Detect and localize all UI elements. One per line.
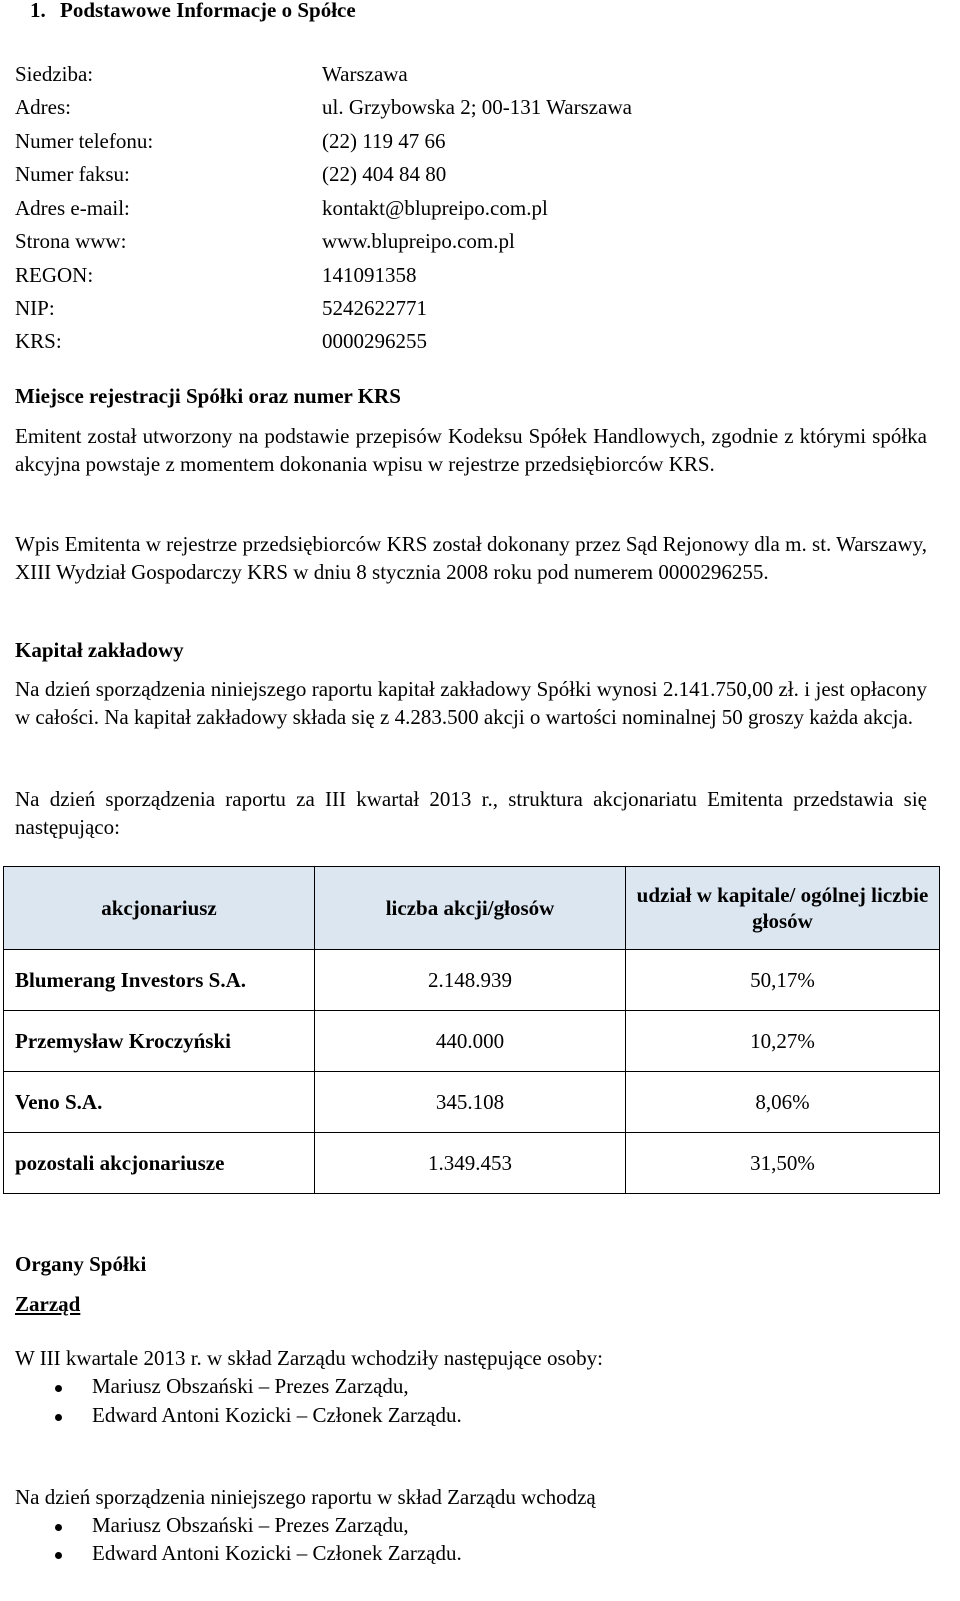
- info-value-www: www.blupreipo.com.pl: [322, 229, 515, 253]
- organs-heading: Organy Spółki: [15, 1252, 147, 1276]
- shareholder-name: Przemysław Kroczyński: [4, 1011, 315, 1072]
- shareholders-table: [3, 866, 940, 1194]
- info-value-krs: 0000296255: [322, 329, 427, 353]
- info-label-krs: KRS:: [15, 329, 62, 353]
- registration-paragraph-2: Wpis Emitenta w rejestrze przedsiębiorców KRS został dokonany przez Sąd Rejonowy dla m. st. Warszawy, XIII Wydział Gospodarczy KRS w dniu 8 stycznia 2008 roku pod numerem 0000296255.: [15, 532, 927, 584]
- shareholder-shares: 2.148.939: [315, 950, 626, 1011]
- capital-paragraph-1: Na dzień sporządzenia niniejszego raportu kapitał zakładowy Spółki wynosi 2.141.750,00 zł. i jest opłacony w całości. Na kapitał zakładowy składa się z 4.283.500 akcji o wartości nominalnej 50 groszy każda akcja.: [15, 677, 927, 729]
- info-value-fax: (22) 404 84 80: [322, 162, 447, 186]
- shareholder-shares: 1.349.453: [315, 1133, 626, 1194]
- shareholder-pct: 10,27%: [626, 1011, 940, 1072]
- info-value-email: kontakt@blupreipo.com.pl: [322, 196, 548, 220]
- info-value-phone: (22) 119 47 66: [322, 129, 446, 153]
- header-share-pct: udział w kapitale/ ogólnej liczbie głosów: [626, 867, 940, 950]
- shareholder-pct: 8,06%: [626, 1072, 940, 1133]
- bullet-icon: [55, 1524, 62, 1531]
- header-shares: liczba akcji/głosów: [315, 867, 626, 950]
- info-label-seat: Siedziba:: [15, 62, 94, 86]
- registration-paragraph-1: Emitent został utworzony na podstawie przepisów Kodeksu Spółek Handlowych, zgodnie z którymi spółka akcyjna powstaje z momentem dokonania wpisu w rejestrze przedsiębiorców KRS.: [15, 424, 927, 476]
- shareholder-pct: 50,17%: [626, 950, 940, 1011]
- shareholder-name: Veno S.A.: [4, 1072, 315, 1133]
- shareholder-pct: 31,50%: [626, 1133, 940, 1194]
- info-label-phone: Numer telefonu:: [15, 129, 154, 153]
- table-row: [4, 950, 940, 1011]
- capital-paragraph-2: Na dzień sporządzenia raportu za III kwartał 2013 r., struktura akcjonariatu Emitenta przedstawia się następująco:: [15, 787, 927, 839]
- registration-heading: Miejsce rejestracji Spółki oraz numer KRS: [15, 384, 401, 408]
- table-row: [4, 1072, 940, 1133]
- table-row: [4, 1133, 940, 1194]
- board-member: Mariusz Obszański – Prezes Zarządu,: [92, 1374, 409, 1398]
- board-heading: Zarząd: [15, 1292, 81, 1316]
- board-member: Mariusz Obszański – Prezes Zarządu,: [92, 1513, 409, 1537]
- bullet-icon: [55, 1385, 62, 1392]
- bullet-icon: [55, 1552, 62, 1559]
- info-label-regon: REGON:: [15, 263, 94, 287]
- q3-board-intro: W III kwartale 2013 r. w skład Zarządu wchodziły następujące osoby:: [15, 1346, 603, 1370]
- info-value-seat: Warszawa: [322, 62, 408, 86]
- shareholder-name: Blumerang Investors S.A.: [4, 950, 315, 1011]
- info-label-www: Strona www:: [15, 229, 127, 253]
- table-row: [4, 1011, 940, 1072]
- table-header-row: [4, 867, 940, 950]
- section-title: Podstawowe Informacje o Spółce: [60, 0, 356, 22]
- header-shareholder: akcjonariusz: [4, 867, 315, 950]
- board-member: Edward Antoni Kozicki – Członek Zarządu.: [92, 1541, 462, 1565]
- shareholder-shares: 440.000: [315, 1011, 626, 1072]
- info-value-regon: 141091358: [322, 263, 417, 287]
- board-member: Edward Antoni Kozicki – Członek Zarządu.: [92, 1403, 462, 1427]
- bullet-icon: [55, 1414, 62, 1421]
- info-label-address: Adres:: [15, 95, 71, 119]
- info-label-nip: NIP:: [15, 296, 55, 320]
- info-label-fax: Numer faksu:: [15, 162, 130, 186]
- shareholder-shares: 345.108: [315, 1072, 626, 1133]
- section-number: 1.: [30, 0, 46, 22]
- info-value-address: ul. Grzybowska 2; 00-131 Warszawa: [322, 95, 632, 119]
- info-value-nip: 5242622771: [322, 296, 427, 320]
- info-label-email: Adres e-mail:: [15, 196, 130, 220]
- capital-heading: Kapitał zakładowy: [15, 638, 184, 662]
- current-board-intro: Na dzień sporządzenia niniejszego raportu w skład Zarządu wchodzą: [15, 1485, 596, 1509]
- shareholder-name: pozostali akcjonariusze: [4, 1133, 315, 1194]
